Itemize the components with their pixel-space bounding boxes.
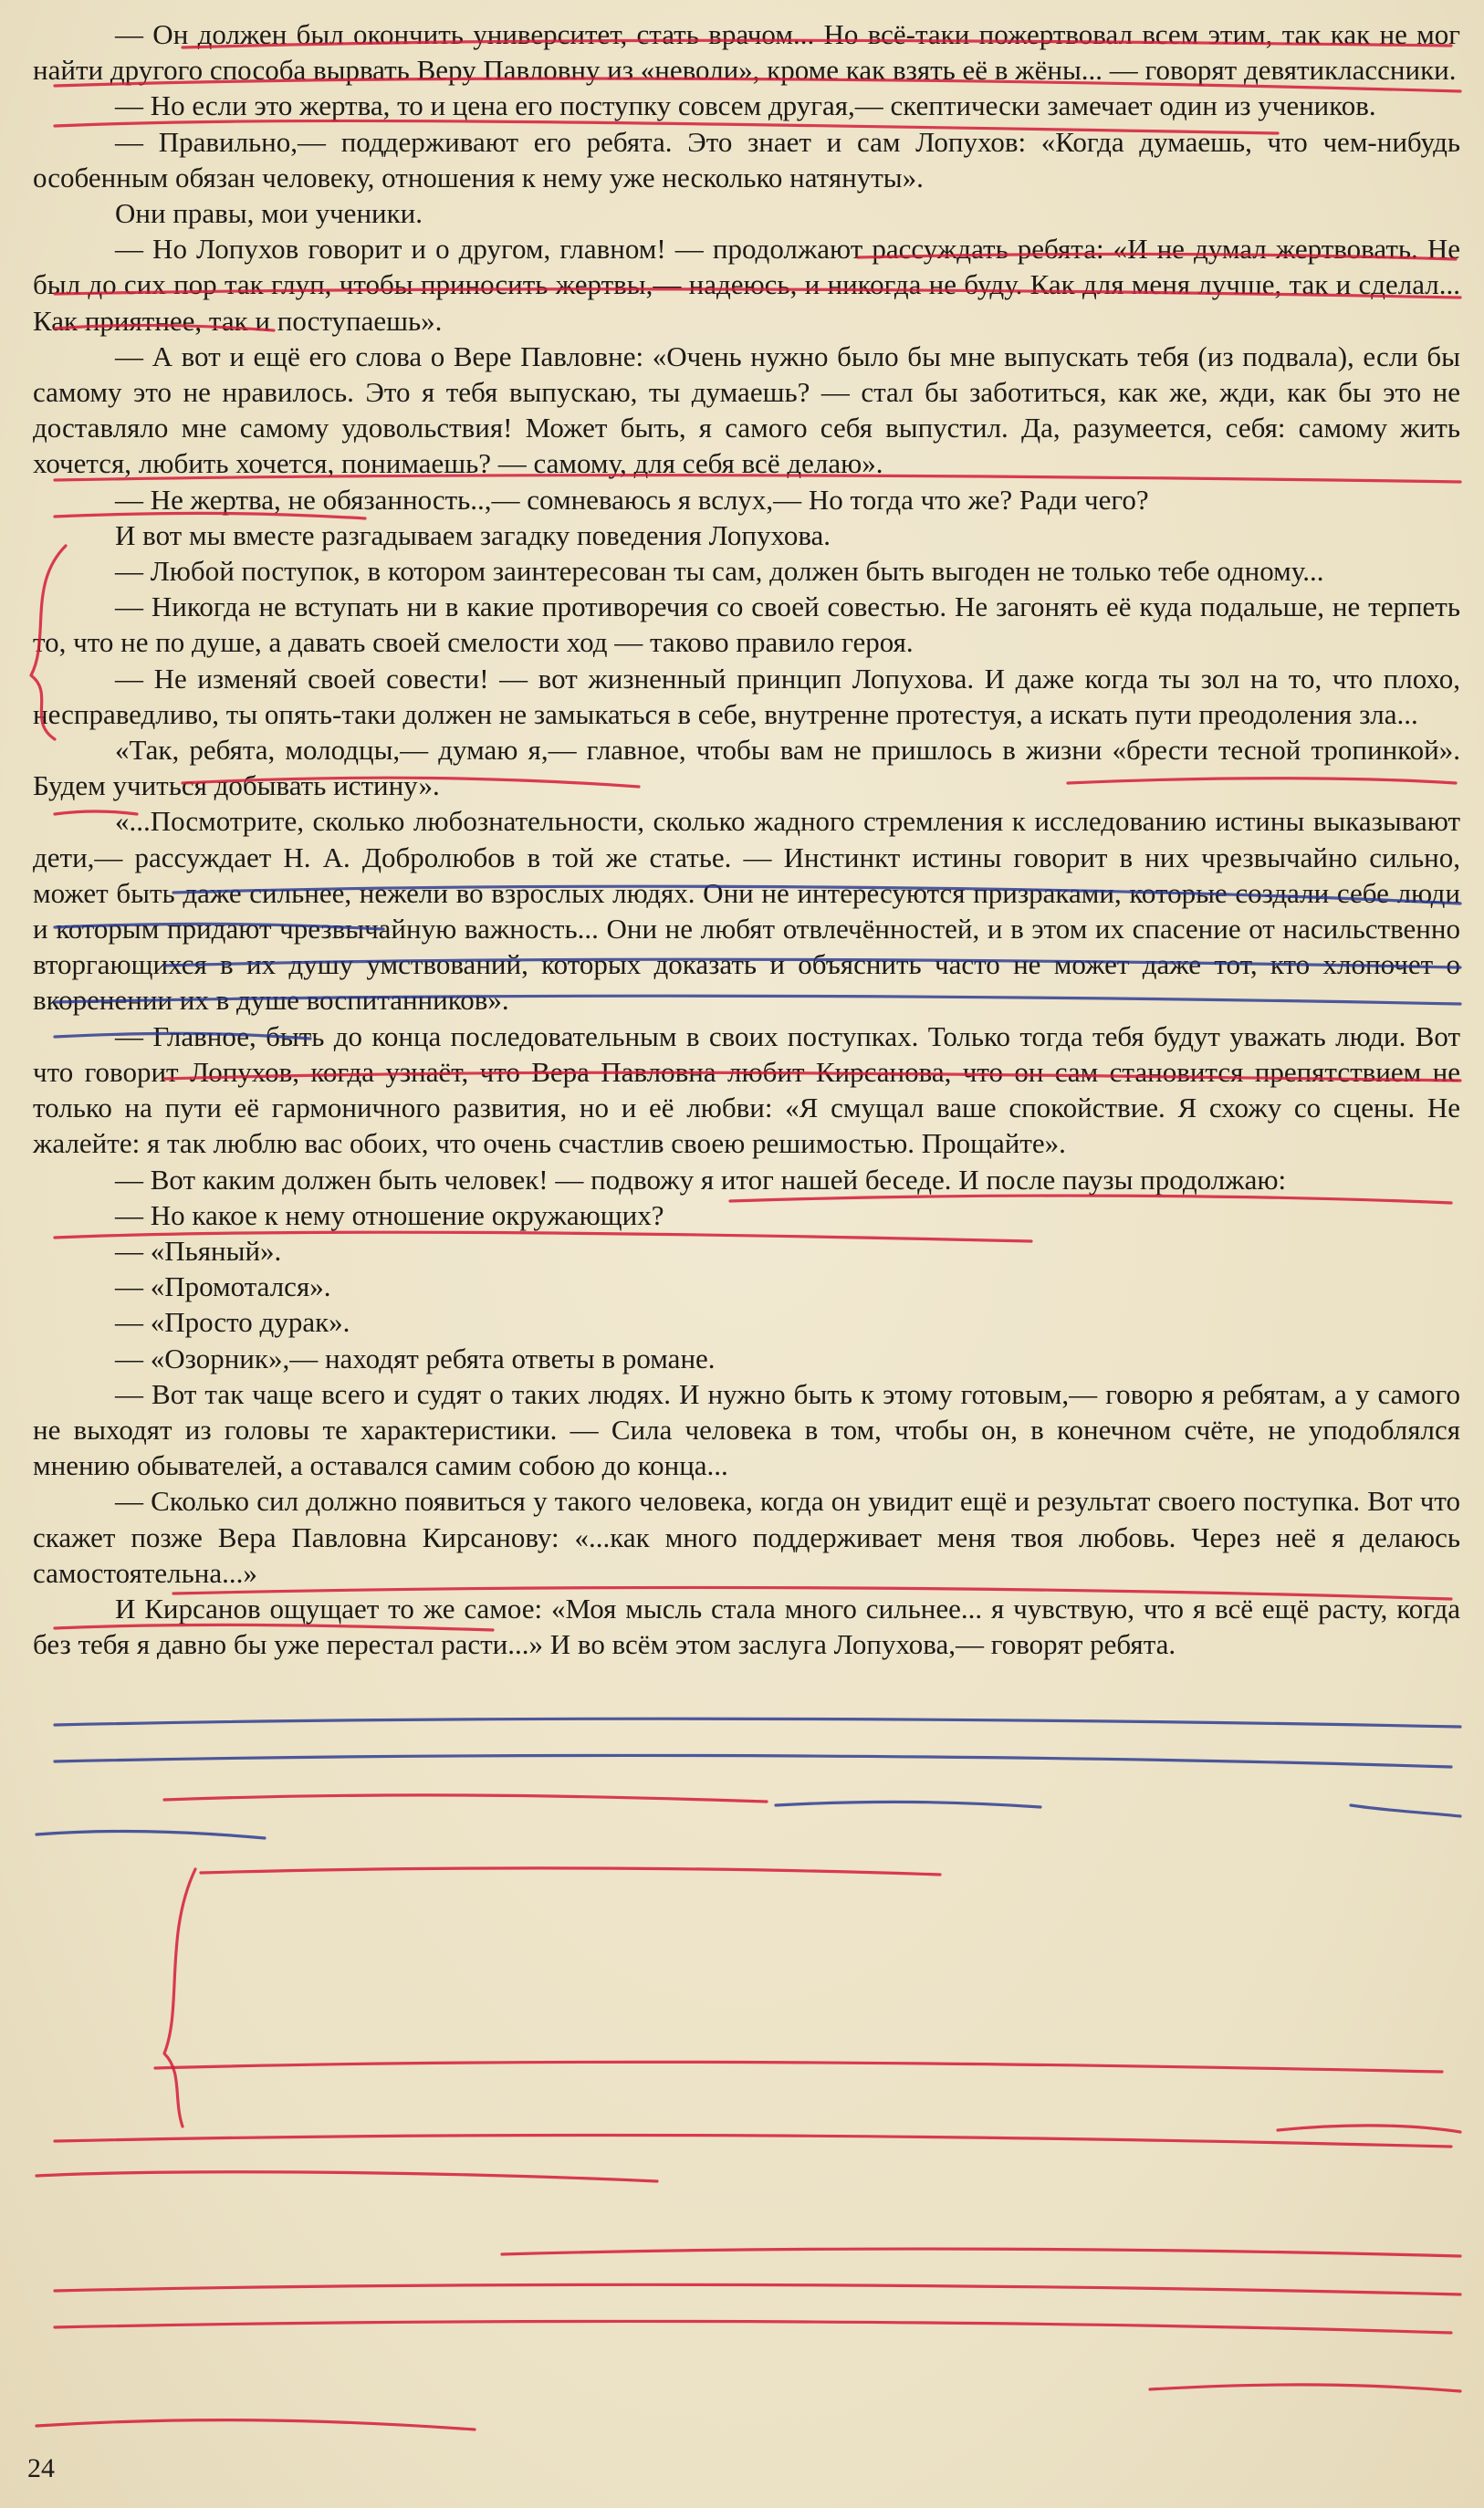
paragraph: — Не изменяй своей совести! — вот жизненный принцип Лопухова. И даже когда ты зол на то, что плохо, несправедливо, ты опять-таки должен не замыкаться в себе, внутренне протестуя, а искать пути преодоления зла... (33, 662, 1460, 730)
paragraph: — «Пьяный». (115, 1234, 282, 1267)
page-number: 24 (27, 2453, 55, 2483)
paragraph: — «Промотался». (115, 1270, 331, 1303)
paragraph: — «Просто дурак». (115, 1306, 350, 1339)
paragraph: Они правы, мои ученики. (115, 197, 423, 230)
red-underline (37, 2420, 475, 2430)
red-underline (55, 2321, 1451, 2333)
paragraph: — Вот каким должен быть человек! — подвожу я итог нашей беседе. И после паузы продолжаю: (115, 1163, 1287, 1196)
paragraph: — Никогда не вступать ни в какие противоречия со своей совестью. Не загонять её куда подальше, не терпеть то, что не по душе, а давать своей смелости ход — таково правило героя. (33, 590, 1460, 659)
red-bracket (164, 1869, 195, 2127)
body-text (33, 16, 1460, 1662)
paragraph: — А вот и ещё его слова о Вере Павловне: «Очень нужно было бы мне выпускать тебя (из подвала), если бы самому это не нравилось. Это я тебя выпускаю, ты думаешь? — стал бы заботиться, как же, жди, как бы это не доставляло мне самому удовольствия! Может быть, я самого себя выпустил. Да, разумеется, себя: самому жить хочется, любить хочется, понимаешь? — самому, для себя всё делаю». (33, 340, 1460, 480)
red-underline (155, 2062, 1442, 2072)
paragraph: — Сколько сил должно появиться у такого человека, когда он увидит ещё и результат своего поступка. Вот что скажет позже Вера Павловна Кирсанову: «...как много поддерживает меня твоя любовь. Через неё я делаюсь самостоятельна...» (33, 1485, 1460, 1589)
paragraph: — Он должен был окончить университет, стать врачом... Но всё-таки пожертвовал всем этим, так как не мог найти другого способа вырвать Веру Павловну из «неволи», кроме как взять её в жёны... — говорят девятиклассники. (33, 18, 1460, 87)
blue-underline (1351, 1805, 1460, 1816)
paragraph: — Правильно,— поддерживают его ребята. Это знает и сам Лопухов: «Когда думаешь, что чем-нибудь особенным обязан человеку, отношения к нему уже несколько натянуты». (33, 125, 1460, 193)
paragraph: — Но Лопухов говорит и о другом, главном! — продолжают рассуждать ребята: «И не думал жертвовать. Не был до сих пор так глуп, чтобы приносить жертвы,— надеюсь, и никогда не буду. Как для меня лучше, так и сделал... Как приятнее, так и поступаешь». (33, 233, 1460, 337)
paragraph: — Но если это жертва, то и цена его поступку совсем другая,— скептически замечает один из учеников. (115, 89, 1376, 122)
red-underline (1150, 2385, 1460, 2391)
paragraph: — Вот так чаще всего и судят о таких людях. И нужно быть к этому готовым,— говорю я ребятам, а у самого не выходят из головы те характеристики. — Сила человека в том, чтобы он, в конечном счёте, не уподоблялся мнению обывателей, а оставался самим собою до конца... (33, 1377, 1460, 1482)
paragraph: — Но какое к нему отношение окружающих? (115, 1198, 664, 1231)
paragraph: «...Посмотрите, сколько любознательности, сколько жадного стремления к исследованию истины выказывают дети,— рассуждает Н. А. Добролюбов в той же статье. — Инстинкт истины говорит в них чрезвычайно сильно, может быть даже сильнее, нежели во взрослых людях. Они не интересуются призраками, которые создали себе люди и которым придают чрезвычайную важность... Они не любят отвлечённостей, и в этом их спасение от насильственно вторгающихся в их душу умствований, которых доказать и объяснить часто не может даже тот, кто хлопочет о вкоренении их в душе воспитанников». (33, 805, 1460, 1017)
paragraph: И Кирсанов ощущает то же самое: «Моя мысль стала много сильнее... я чувствую, что я всё ещё расту, когда без тебя я давно бы уже перестал расти...» И во всём этом заслуга Лопухова,— говорят ребята. (33, 1592, 1460, 1661)
paragraph: — Не жертва, не обязанность..,— сомневаюсь я вслух,— Но тогда что же? Ради чего? (115, 483, 1149, 516)
blue-underline (55, 1719, 1460, 1727)
paragraph: — «Озорник»,— находят ребята ответы в романе. (115, 1342, 716, 1374)
red-underline (201, 1868, 940, 1875)
paragraph: — Главное, быть до конца последовательным в своих поступках. Только тогда тебя будут уважать люди. Вот что говорит Лопухов, когда узнаёт, что Вера Павловна любит Кирсанова, что он сам становится препятствием не только на пути её гармоничного развития, но и её любви: «Я смущал ваше спокойствие. Я схожу со сцены. Не жалейте: я так люблю вас обоих, что очень счастлив своею решимостью. Прощайте». (33, 1019, 1460, 1160)
paragraph: — Любой поступок, в котором заинтересован ты сам, должен быть выгоден не только тебе одному... (115, 555, 1324, 588)
red-underline (1278, 2126, 1460, 2132)
red-underline (55, 2284, 1460, 2294)
red-underline (164, 1795, 767, 1802)
blue-underline (55, 1755, 1451, 1767)
red-underline (37, 2172, 657, 2181)
paragraph: И вот мы вместе разгадываем загадку поведения Лопухова. (115, 518, 831, 551)
blue-underline (37, 1832, 265, 1838)
paragraph: «Так, ребята, молодцы,— думаю я,— главное, чтобы вам не пришлось в жизни «брести тесной тропинкой». Будем учиться добывать истину». (33, 734, 1460, 802)
blue-underline (776, 1802, 1040, 1807)
red-underline (55, 2135, 1451, 2147)
red-underline (502, 2249, 1460, 2256)
